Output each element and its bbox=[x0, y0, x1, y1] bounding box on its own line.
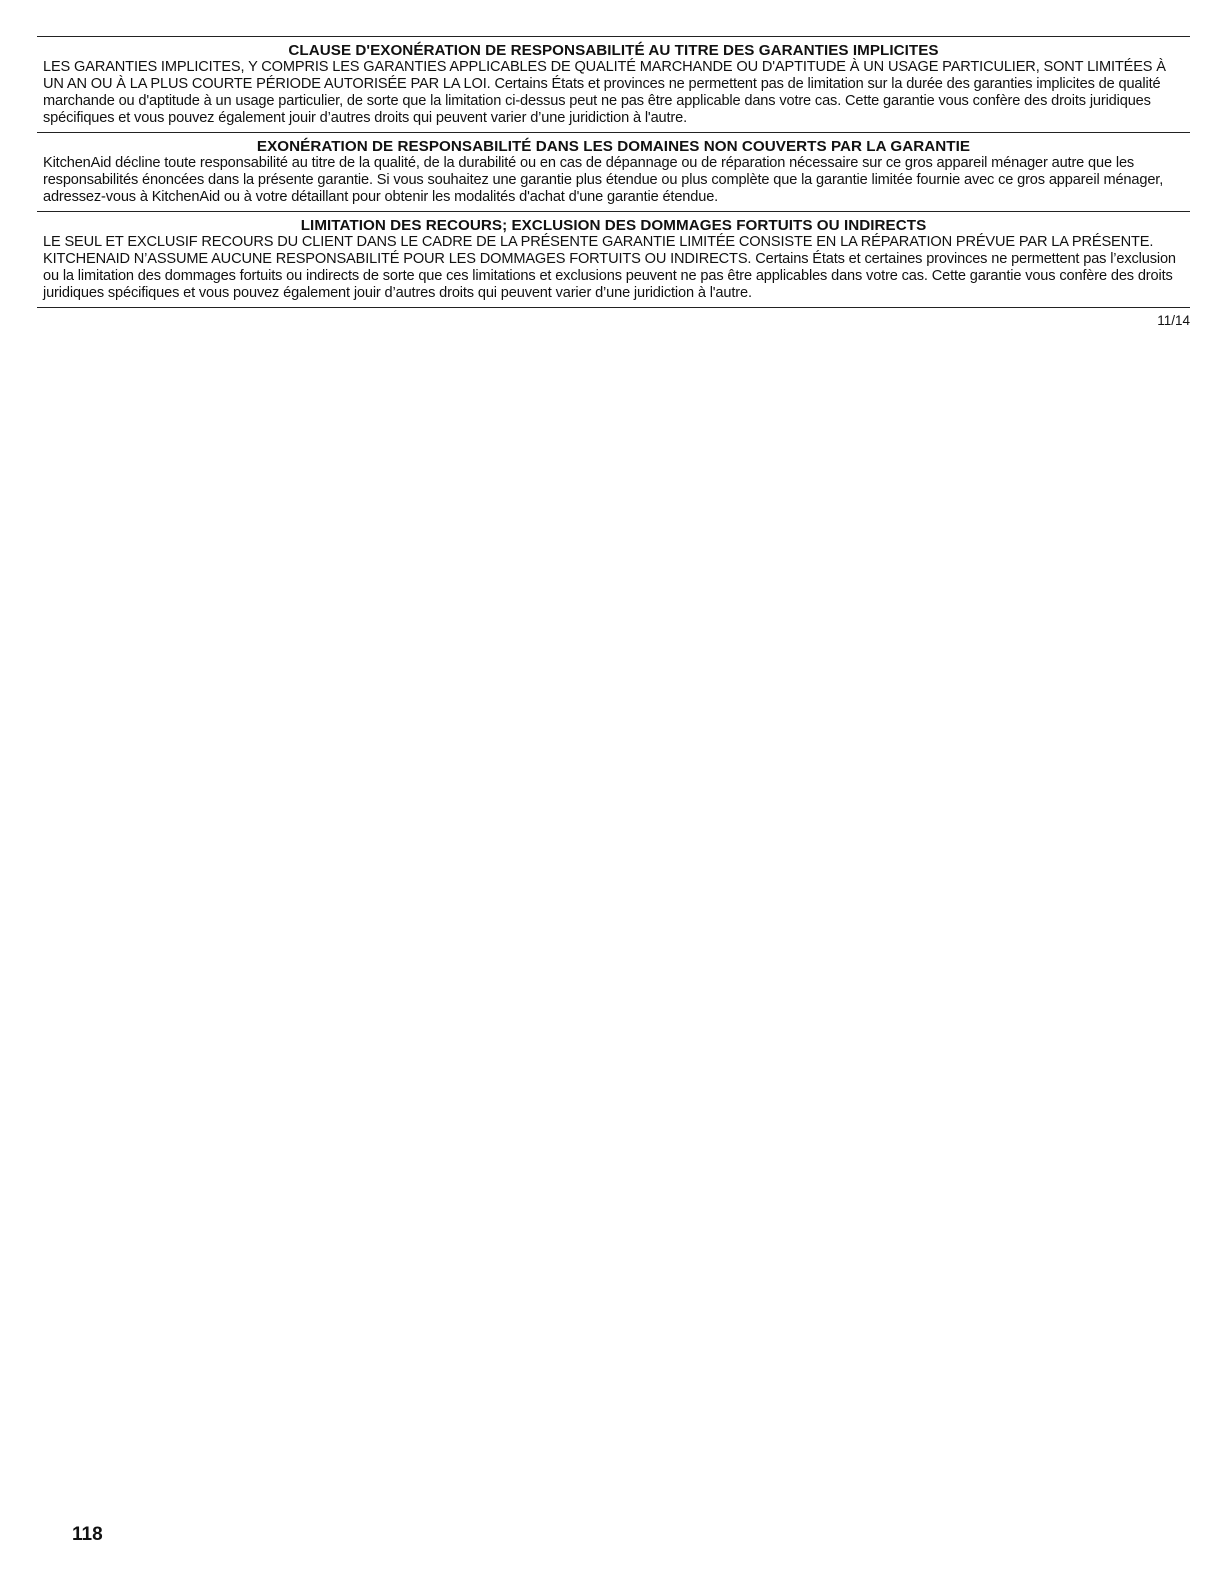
remedy-limitation-section bbox=[37, 212, 1190, 307]
bottom-rule bbox=[37, 307, 1190, 308]
section-heading: EXONÉRATION DE RESPONSABILITÉ DANS LES DOMAINES NON COUVERTS PAR LA GARANTIE bbox=[256, 138, 971, 155]
section-body: KitchenAid décline toute responsabilité au titre de la qualité, de la durabilité ou en cas de dépannage ou de réparation nécessaire sur ce gros appareil ménager autre que les responsabilités énoncées dans la présente garantie. Si vous souhaitez une garantie plus étendue ou plus complète que la garantie limitée fournie avec ce gros appareil ménager, adressez-vous à KitchenAid ou à votre détaillant pour obtenir les modalités d'achat d'une garantie étendue. bbox=[43, 155, 1164, 205]
section-body: LES GARANTIES IMPLICITES, Y COMPRIS LES GARANTIES APPLICABLES DE QUALITÉ MARCHANDE OU D'APTITUDE À UN USAGE PARTICULIER, SONT LIMITÉES À UN AN OU À LA PLUS COURTE PÉRIODE AUTORISÉE PAR LA LOI. Certains États et provinces ne permettent pas de limitation sur la durée des garanties implicites de qualité marchande ou d'aptitude à un usage particulier, de sorte que la limitation ci-dessus peut ne pas être applicable dans votre cas. Cette garantie vous confère des droits juridiques spécifiques et vous pouvez également jouir d’autres droits qui peuvent varier d’une juridiction à l'autre. bbox=[43, 59, 1166, 126]
uncovered-areas-section bbox=[37, 133, 1190, 211]
page-number: 118 bbox=[72, 1524, 103, 1545]
section-heading: LIMITATION DES RECOURS; EXCLUSION DES DOMMAGES FORTUITS OU INDIRECTS bbox=[300, 217, 927, 234]
warranty-page bbox=[37, 36, 1190, 328]
implied-warranties-section bbox=[37, 37, 1190, 132]
revision-date: 11/14 bbox=[1157, 313, 1190, 328]
section-body: LE SEUL ET EXCLUSIF RECOURS DU CLIENT DANS LE CADRE DE LA PRÉSENTE GARANTIE LIMITÉE CONSISTE EN LA RÉPARATION PRÉVUE PAR LA PRÉSENTE. KITCHENAID N’ASSUME AUCUNE RESPONSABILITÉ POUR LES DOMMAGES FORTUITS OU INDIRECTS. Certains États et certaines provinces ne permettent pas l’exclusion ou la limitation des dommages fortuits ou indirects de sorte que ces limitations et exclusions peuvent ne pas être applicables dans votre cas. Cette garantie vous confère des droits juridiques spécifiques et vous pouvez également jouir d’autres droits qui peuvent varier d’une juridiction à l'autre. bbox=[43, 234, 1176, 301]
section-heading: CLAUSE D'EXONÉRATION DE RESPONSABILITÉ AU TITRE DES GARANTIES IMPLICITES bbox=[288, 42, 939, 59]
